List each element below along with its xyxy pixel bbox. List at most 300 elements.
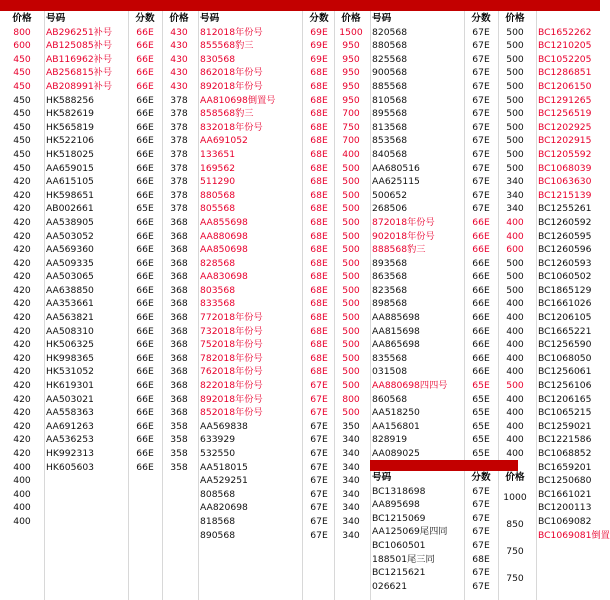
code-cell: 852018年份号: [200, 407, 263, 419]
header-price: 价格: [169, 13, 189, 24]
code-cell: HK518025: [46, 148, 95, 160]
score-cell: 68E: [310, 176, 328, 188]
price-cell: 368: [170, 298, 188, 310]
header-price: 价格: [341, 13, 361, 24]
code-cell: BC1255261: [538, 203, 592, 215]
code-cell: AA820698: [200, 502, 248, 514]
header-score: 分数: [309, 13, 329, 24]
code-cell: HK998365: [46, 352, 95, 364]
price-cell: 400: [506, 325, 524, 337]
code-cell: 803568: [200, 284, 236, 296]
score-cell: 66E: [136, 148, 154, 160]
code-cell: 500652: [372, 189, 408, 201]
title-olympic-hk-2: [392, 0, 532, 11]
title-partial-left: [0, 0, 36, 11]
price-cell: 350: [342, 420, 360, 432]
price-cell: 450: [13, 94, 31, 106]
code-cell: 828919: [372, 434, 408, 446]
score-cell: 66E: [136, 352, 154, 364]
code-cell: 832018年份号: [200, 121, 263, 133]
score-cell: 66E: [136, 121, 154, 133]
code-cell: AA503065: [46, 271, 94, 283]
code-cell: AA625115: [372, 176, 420, 188]
code-cell: 833568: [200, 298, 236, 310]
score-cell: 68E: [310, 271, 328, 283]
price-cell: 430: [170, 26, 188, 38]
code-cell: AB256815补号: [46, 67, 113, 79]
title-olympic-hk-macau-tails: [370, 460, 518, 471]
code-cell: BC1069081倒置: [538, 529, 610, 541]
price-cell: 420: [13, 312, 31, 324]
code-cell: 862018年份号: [200, 67, 263, 79]
code-cell: AB116962补号: [46, 53, 113, 65]
code-cell: 532550: [200, 448, 236, 459]
code-cell: BC1069082: [538, 515, 592, 527]
score-cell: 69E: [310, 53, 328, 65]
price-cell: 450: [13, 80, 31, 92]
score-cell: 67E: [472, 176, 490, 188]
score-cell: 66E: [136, 339, 154, 351]
score-cell: 66E: [136, 135, 154, 147]
sub-code-cell: AA895698: [372, 499, 420, 511]
code-cell: AA880698: [200, 230, 248, 242]
sub-code-cell: 026621: [372, 580, 408, 592]
price-cell: 368: [170, 339, 188, 351]
score-cell: 68E: [310, 298, 328, 310]
code-cell: AA850698: [200, 244, 248, 256]
sub-code-cell: BC1060501: [372, 540, 426, 551]
score-cell: 66E: [136, 271, 154, 283]
sub-score-cell: 67E: [472, 526, 490, 538]
code-cell: 888568豹三: [372, 244, 426, 256]
header-score: 分数: [135, 13, 155, 24]
code-cell: AB125085补号: [46, 40, 113, 52]
sub-score-cell: 67E: [472, 485, 490, 497]
price-cell: 358: [170, 461, 188, 473]
code-cell: HK619301: [46, 380, 95, 392]
code-cell: HK522106: [46, 135, 95, 147]
code-cell: 880568: [200, 189, 236, 201]
code-cell: AB208991补号: [46, 80, 113, 92]
code-cell: AA885698: [372, 312, 420, 324]
column-divider: [44, 11, 45, 600]
code-cell: AA659015: [46, 162, 94, 174]
price-cell: 420: [13, 420, 31, 432]
score-cell: 65E: [472, 448, 490, 459]
sub-header-code: 号码: [372, 472, 392, 483]
code-cell: 892018年份号: [200, 393, 263, 405]
price-cell: 420: [13, 393, 31, 405]
code-cell: BC1256519: [538, 108, 592, 120]
column-divider: [498, 11, 499, 600]
score-cell: 68E: [310, 366, 328, 378]
price-cell: 500: [506, 67, 524, 79]
price-cell: 450: [13, 67, 31, 79]
price-cell: 378: [170, 94, 188, 106]
code-cell: 893568: [372, 257, 408, 269]
price-cell: 750: [342, 121, 360, 133]
score-cell: 66E: [136, 230, 154, 242]
price-cell: 420: [13, 339, 31, 351]
code-cell: 752018年份号: [200, 339, 263, 351]
code-cell: BC1661021: [538, 488, 592, 500]
code-cell: AA558363: [46, 407, 94, 419]
code-cell: BC1206150: [538, 80, 592, 92]
code-cell: AA518015: [200, 461, 248, 473]
score-cell: 65E: [472, 407, 490, 419]
score-cell: 67E: [472, 148, 490, 160]
header-blank: [538, 12, 600, 26]
price-cell: 450: [13, 121, 31, 133]
price-cell: 358: [170, 420, 188, 432]
column-divider: [464, 11, 465, 600]
price-cell: 420: [13, 244, 31, 256]
score-cell: 66E: [472, 366, 490, 378]
code-cell: AA508310: [46, 325, 94, 337]
price-cell: 358: [170, 434, 188, 446]
code-cell: 823568: [372, 284, 408, 296]
score-cell: 66E: [136, 434, 154, 446]
price-cell: 500: [342, 339, 360, 351]
price-cell: 400: [506, 448, 524, 459]
code-cell: HK598651: [46, 189, 95, 201]
sub-score-cell: 67E: [472, 499, 490, 511]
sub-merged-price: 850: [506, 518, 524, 530]
price-cell: 500: [342, 203, 360, 215]
sub-score-cell: 67E: [472, 512, 490, 524]
price-cell: 400: [506, 298, 524, 310]
price-cell: 420: [13, 380, 31, 392]
score-cell: 66E: [136, 257, 154, 269]
code-cell: 890568: [200, 529, 236, 541]
price-cell: 420: [13, 284, 31, 296]
code-cell: BC1259021: [538, 420, 592, 432]
price-cell: 400: [13, 461, 31, 473]
score-cell: 66E: [136, 216, 154, 228]
score-cell: 67E: [310, 461, 328, 473]
code-cell: BC1865129: [538, 284, 592, 296]
price-cell: 368: [170, 271, 188, 283]
score-cell: 66E: [136, 461, 154, 473]
price-cell: 378: [170, 203, 188, 215]
price-cell: 500: [506, 284, 524, 296]
col-b-scores: [130, 12, 160, 474]
score-cell: 67E: [310, 515, 328, 527]
score-cell: 68E: [310, 121, 328, 133]
code-cell: AA569838: [200, 420, 248, 432]
score-cell: 66E: [136, 448, 154, 459]
score-cell: 67E: [310, 475, 328, 487]
price-cell: 368: [170, 257, 188, 269]
price-cell: 368: [170, 352, 188, 364]
price-cell: 400: [342, 148, 360, 160]
sub-merged-price: 750: [506, 573, 524, 585]
sub-code-cell: 188501尾三同: [372, 553, 435, 565]
code-cell: BC1063630: [538, 176, 592, 188]
code-cell: BC1661026: [538, 298, 592, 310]
score-cell: 66E: [136, 40, 154, 52]
price-cell: 450: [13, 108, 31, 120]
code-cell: AA156801: [372, 420, 420, 432]
score-cell: 66E: [136, 284, 154, 296]
code-cell: AB002661: [46, 203, 94, 215]
header-score: 分数: [471, 13, 491, 24]
sub-code-cell: BC1215069: [372, 512, 426, 524]
code-cell: 732018年份号: [200, 325, 263, 337]
code-cell: AA638850: [46, 284, 94, 296]
score-cell: 67E: [310, 529, 328, 541]
price-cell: 340: [342, 488, 360, 500]
code-cell: BC1200113: [538, 502, 592, 514]
col-c-scores: [304, 12, 334, 542]
code-cell: BC1260596: [538, 244, 592, 256]
title-hsbc-150: [46, 0, 196, 11]
code-cell: BC1256590: [538, 339, 592, 351]
price-cell: 500: [506, 135, 524, 147]
header-code: 号码: [200, 13, 220, 24]
code-cell: 031508: [372, 366, 408, 378]
code-cell: BC1260595: [538, 230, 592, 242]
col-c-codes: [200, 12, 300, 542]
price-cell: 340: [342, 434, 360, 446]
code-cell: 898568: [372, 298, 408, 310]
code-cell: 895568: [372, 108, 408, 120]
price-cell: 400: [506, 434, 524, 446]
sub-merged-price: 1000: [503, 491, 527, 503]
price-cell: 420: [13, 216, 31, 228]
col-e-codes: [538, 12, 610, 542]
score-cell: 68E: [310, 352, 328, 364]
price-cell: 700: [342, 135, 360, 147]
header-code: 号码: [46, 13, 66, 24]
price-cell: 950: [342, 94, 360, 106]
column-divider: [334, 11, 335, 600]
price-cell: 500: [342, 257, 360, 269]
price-cell: 500: [342, 366, 360, 378]
price-cell: 950: [342, 80, 360, 92]
price-cell: 368: [170, 325, 188, 337]
code-cell: 863568: [372, 271, 408, 283]
score-cell: 67E: [472, 53, 490, 65]
price-cell: 368: [170, 366, 188, 378]
code-cell: 772018年份号: [200, 312, 263, 324]
price-cell: 500: [506, 53, 524, 65]
code-cell: HK582619: [46, 108, 95, 120]
score-cell: 68E: [310, 325, 328, 337]
price-cell: 500: [342, 244, 360, 256]
score-cell: 65E: [472, 380, 490, 392]
price-cell: 500: [342, 189, 360, 201]
code-cell: BC1202925: [538, 121, 592, 133]
title-olympic-hk-1: [216, 0, 366, 11]
score-cell: 66E: [472, 216, 490, 228]
price-cell: 378: [170, 148, 188, 160]
price-cell: 368: [170, 407, 188, 419]
price-cell: 500: [342, 284, 360, 296]
price-cell: 400: [506, 312, 524, 324]
code-cell: 511290: [200, 176, 236, 188]
score-cell: 68E: [310, 203, 328, 215]
price-cell: 1500: [339, 26, 363, 38]
price-cell: 400: [506, 366, 524, 378]
price-cell: 420: [13, 325, 31, 337]
price-cell: 450: [13, 135, 31, 147]
price-cell: 368: [170, 284, 188, 296]
code-cell: AA855698: [200, 216, 248, 228]
price-cell: 400: [506, 393, 524, 405]
code-cell: BC1250680: [538, 475, 592, 487]
sub-score-cell: 68E: [472, 553, 490, 565]
price-cell: 340: [506, 203, 524, 215]
price-cell: 430: [170, 67, 188, 79]
score-cell: 67E: [310, 448, 328, 459]
score-cell: 66E: [472, 339, 490, 351]
score-cell: 68E: [310, 135, 328, 147]
score-cell: 66E: [136, 420, 154, 432]
code-cell: HK506325: [46, 339, 95, 351]
score-cell: 67E: [472, 121, 490, 133]
price-cell: 500: [506, 148, 524, 160]
score-cell: 66E: [472, 352, 490, 364]
code-cell: AA830698: [200, 271, 248, 283]
code-cell: 805568: [200, 203, 236, 215]
score-cell: 66E: [136, 244, 154, 256]
price-cell: 378: [170, 108, 188, 120]
price-cell: 420: [13, 366, 31, 378]
col-d-prices: [500, 12, 530, 461]
code-cell: 840568: [372, 148, 408, 160]
column-divider: [198, 11, 199, 600]
price-cell: 500: [342, 176, 360, 188]
code-cell: 860568: [372, 393, 408, 405]
price-cell: 500: [506, 162, 524, 174]
price-cell: 378: [170, 135, 188, 147]
code-cell: BC1665221: [538, 325, 592, 337]
price-cell: 340: [506, 176, 524, 188]
score-cell: 67E: [472, 203, 490, 215]
score-cell: 68E: [310, 94, 328, 106]
price-cell: 368: [170, 230, 188, 242]
score-cell: 66E: [136, 108, 154, 120]
code-cell: BC1065215: [538, 407, 592, 419]
score-cell: 66E: [136, 53, 154, 65]
code-cell: BC1256061: [538, 366, 592, 378]
code-cell: AA536253: [46, 434, 94, 446]
price-cell: 430: [170, 53, 188, 65]
price-cell: 600: [506, 244, 524, 256]
price-cell: 700: [342, 108, 360, 120]
code-cell: AA680516: [372, 162, 420, 174]
code-cell: AA691263: [46, 420, 94, 432]
column-divider: [536, 11, 537, 600]
score-cell: 69E: [310, 40, 328, 52]
price-cell: 400: [13, 488, 31, 500]
score-cell: 67E: [472, 26, 490, 38]
price-cell: 500: [506, 380, 524, 392]
score-cell: 66E: [136, 189, 154, 201]
code-cell: 900568: [372, 67, 408, 79]
score-cell: 66E: [136, 366, 154, 378]
code-cell: AA529251: [200, 475, 248, 487]
score-cell: 69E: [310, 26, 328, 38]
code-cell: 133651: [200, 148, 236, 160]
code-cell: 825568: [372, 53, 408, 65]
code-cell: BC1659201: [538, 461, 592, 473]
code-cell: 633929: [200, 434, 236, 446]
code-cell: 880568: [372, 40, 408, 52]
code-cell: BC1652262: [538, 26, 592, 38]
price-cell: 420: [13, 189, 31, 201]
code-cell: AA509335: [46, 257, 94, 269]
code-cell: BC1286851: [538, 67, 592, 79]
price-cell: 500: [342, 380, 360, 392]
score-cell: 66E: [136, 325, 154, 337]
code-cell: 782018年份号: [200, 352, 263, 364]
score-cell: 66E: [472, 271, 490, 283]
column-divider: [302, 11, 303, 600]
score-cell: 67E: [472, 67, 490, 79]
code-cell: HK605603: [46, 461, 95, 473]
price-cell: 368: [170, 380, 188, 392]
score-cell: 67E: [310, 393, 328, 405]
price-cell: 420: [13, 176, 31, 188]
code-cell: AA503021: [46, 393, 94, 405]
price-cell: 340: [342, 529, 360, 541]
code-cell: AA810698倒置号: [200, 94, 276, 106]
code-cell: 858568豹三: [200, 108, 254, 120]
column-divider: [128, 11, 129, 600]
col-d-scores: [466, 12, 496, 461]
price-cell: 500: [342, 162, 360, 174]
score-cell: 66E: [136, 407, 154, 419]
score-cell: 67E: [310, 502, 328, 514]
sub-score-cell: 67E: [472, 540, 490, 551]
price-cell: 400: [506, 352, 524, 364]
price-cell: 420: [13, 203, 31, 215]
price-cell: 500: [506, 108, 524, 120]
price-cell: 420: [13, 257, 31, 269]
price-cell: 340: [342, 461, 360, 473]
price-cell: 450: [13, 53, 31, 65]
score-cell: 66E: [472, 325, 490, 337]
score-cell: 67E: [472, 40, 490, 52]
code-cell: 828568: [200, 257, 236, 269]
price-cell: 378: [170, 176, 188, 188]
price-cell: 368: [170, 393, 188, 405]
price-cell: 420: [13, 448, 31, 459]
code-cell: 268506: [372, 203, 408, 215]
price-cell: 378: [170, 162, 188, 174]
price-cell: 340: [342, 502, 360, 514]
code-cell: BC1060502: [538, 271, 592, 283]
code-cell: BC1260592: [538, 216, 592, 228]
price-cell: 500: [342, 271, 360, 283]
price-cell: 400: [13, 475, 31, 487]
price-cell: 420: [13, 434, 31, 446]
code-cell: AA089025: [372, 448, 420, 459]
code-cell: BC1202915: [538, 135, 592, 147]
code-cell: 808568: [200, 488, 236, 500]
code-cell: AA563821: [46, 312, 94, 324]
price-cell: 400: [506, 339, 524, 351]
code-cell: 818568: [200, 515, 236, 527]
price-cell: 500: [506, 271, 524, 283]
code-cell: 853568: [372, 135, 408, 147]
score-cell: 67E: [310, 380, 328, 392]
code-cell: BC1205592: [538, 148, 592, 160]
score-cell: 65E: [136, 203, 154, 215]
price-cell: 950: [342, 67, 360, 79]
